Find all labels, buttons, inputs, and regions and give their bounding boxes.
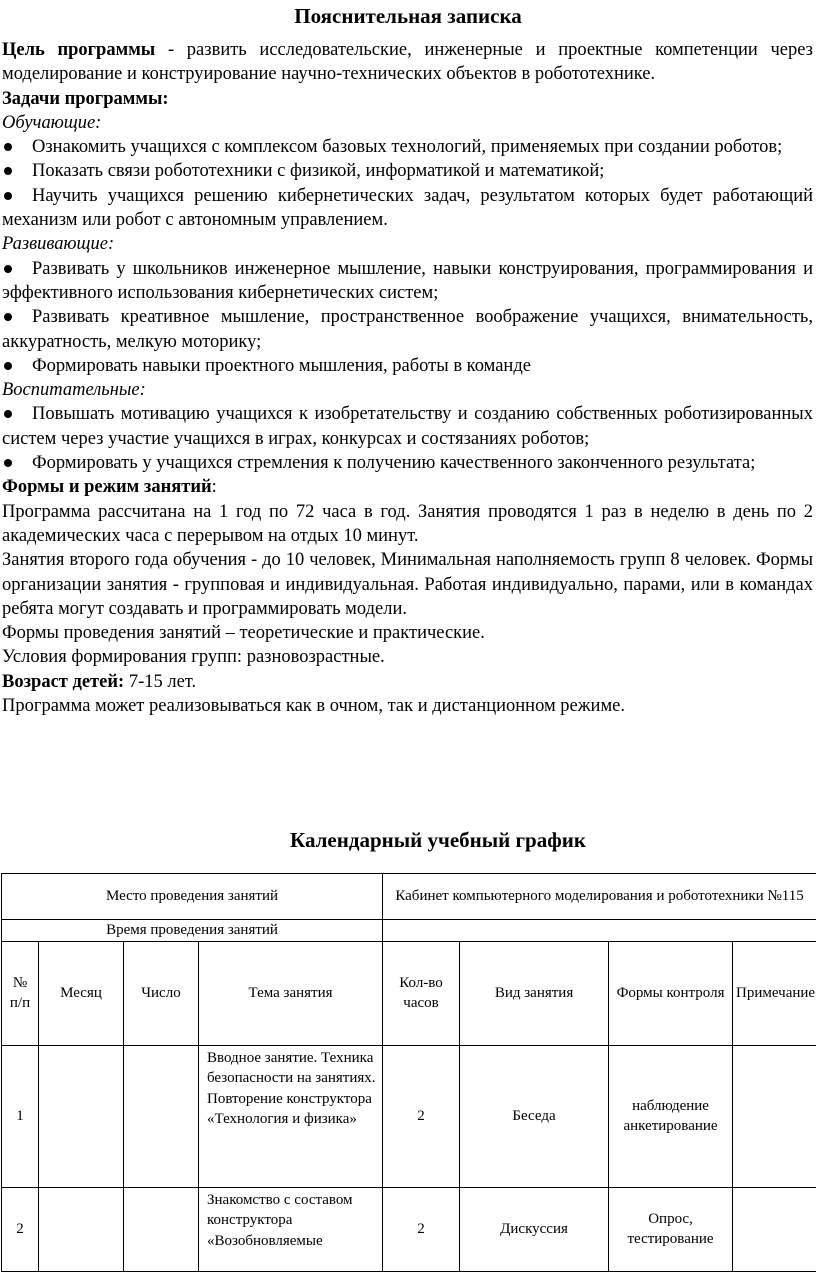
developing-heading: Развивающие:: [2, 232, 813, 256]
cell-day: [124, 1045, 199, 1187]
header-num: № п/п: [2, 941, 39, 1045]
cell-topic: Вводное занятие. Техника безопасности на занятиях. Повторение конструктора «Технология и физика»: [199, 1045, 383, 1187]
cell-control: наблюдение анкетирование: [609, 1045, 733, 1187]
header-month: Месяц: [39, 941, 124, 1045]
document-title: Пояснительная записка: [0, 2, 816, 30]
schedule-paragraph: Программа рассчитана на 1 год по 72 часа в год. Занятия проводятся 1 раз в неделю в день по 2 академических часа с перерывом на отдых 10 минут.: [2, 500, 813, 549]
lesson-forms-paragraph: Формы проведения занятий – теоретические и практические.: [2, 621, 813, 645]
place-label-cell: Место проведения занятий: [2, 874, 383, 920]
list-item: Ознакомить учащихся с комплексом базовых технологий, применяемых при создании роботов;: [2, 135, 813, 159]
table-row: [2, 1045, 816, 1187]
cell-type: Дискуссия: [460, 1187, 609, 1271]
forms-heading: Формы и режим занятий:: [2, 475, 813, 499]
header-hours: Кол-во часов: [383, 941, 460, 1045]
tasks-heading: Задачи программы:: [2, 87, 813, 111]
cell-hours: 2: [383, 1045, 460, 1187]
calendar-title: Календарный учебный график: [0, 826, 816, 854]
time-label-cell: Время проведения занятий: [2, 920, 383, 942]
cell-num: 1: [2, 1045, 39, 1187]
cell-control: Опрос, тестирование: [609, 1187, 733, 1271]
explanatory-note-body: [2, 38, 813, 718]
cell-topic: Знакомство с составом конструктора «Возобновляемые: [199, 1187, 383, 1271]
cell-month: [39, 1045, 124, 1187]
goal-text: - развить исследовательские, инженерные и проектные компетенции через моделирование и конструирование научно-технических объектов в робототехнике.: [2, 40, 813, 84]
table-header-row: [2, 941, 816, 1045]
cell-num: 2: [2, 1187, 39, 1271]
cell-note: [733, 1187, 816, 1271]
cell-day: [124, 1187, 199, 1271]
groups-paragraph: Занятия второго года обучения - до 10 человек, Минимальная наполняемость групп 8 человек. Формы организации занятия - групповая и индивидуальная. Работая индивидуально, парами, или в командах ребята могут создавать и программировать модели.: [2, 548, 813, 621]
cell-hours: 2: [383, 1187, 460, 1271]
table-row: [2, 1187, 816, 1271]
table-row: [2, 920, 816, 942]
cell-month: [39, 1187, 124, 1271]
goal-paragraph: [2, 38, 813, 87]
list-item: Формировать навыки проектного мышления, работы в команде: [2, 354, 813, 378]
list-item: Формировать у учащихся стремления к получению качественного законченного результата;: [2, 451, 813, 475]
age-paragraph: Возраст детей: 7-15 лет.: [2, 670, 813, 694]
header-type: Вид занятия: [460, 941, 609, 1045]
list-item: Развивать креативное мышление, пространственное воображение учащихся, внимательность, аккуратность, мелкую моторику;: [2, 305, 813, 354]
time-value-cell: [383, 920, 816, 942]
group-conditions-paragraph: Условия формирования групп: разновозрастные.: [2, 645, 813, 669]
educational-heading: Обучающие:: [2, 111, 813, 135]
list-item: Научить учащихся решению кибернетических задач, результатом которых будет работающий механизм или робот с автономным управлением.: [2, 184, 813, 233]
place-value-cell: Кабинет компьютерного моделирования и робототехники №115: [383, 874, 816, 920]
header-note: Примечание: [733, 941, 816, 1045]
table-row: [2, 874, 816, 920]
upbringing-heading: Воспитательные:: [2, 378, 813, 402]
goal-label: Цель программы: [2, 40, 155, 60]
header-control: Формы контроля: [609, 941, 733, 1045]
cell-type: Беседа: [460, 1045, 609, 1187]
list-item: Развивать у школьников инженерное мышление, навыки конструирования, программирования и эффективного использования кибернетических систем;: [2, 257, 813, 306]
calendar-table: [1, 873, 816, 1272]
header-day: Число: [124, 941, 199, 1045]
mode-paragraph: Программа может реализовываться как в очном, так и дистанционном режиме.: [2, 694, 813, 718]
header-topic: Тема занятия: [199, 941, 383, 1045]
list-item: Повышать мотивацию учащихся к изобретательству и созданию собственных роботизированных систем через участие учащихся в играх, конкурсах и состязаниях роботов;: [2, 402, 813, 451]
list-item: Показать связи робототехники с физикой, информатикой и математикой;: [2, 159, 813, 183]
cell-note: [733, 1045, 816, 1187]
